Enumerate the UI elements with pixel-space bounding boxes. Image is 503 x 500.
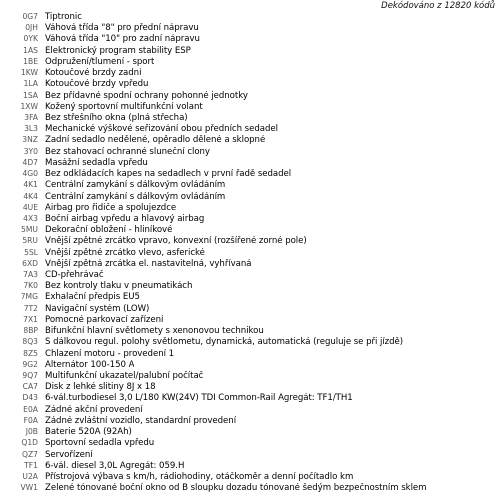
equipment-code-list <box>0 11 503 493</box>
list-item <box>0 123 503 134</box>
option-description: Bez střešního okna (plná střecha) <box>45 112 188 123</box>
option-description: Bez přídavné spodní ochrany pohonné jednotky <box>45 90 248 101</box>
option-description: Tiptronic <box>45 12 82 22</box>
option-description: Multifunkční ukazatel/palubní počítač <box>45 371 204 381</box>
list-item <box>0 415 503 426</box>
option-code: 8Q3 <box>22 337 38 347</box>
option-code: 1LA <box>23 79 38 89</box>
option-code: 4D7 <box>22 157 38 167</box>
list-item <box>0 426 503 437</box>
option-code: 0JH <box>25 23 38 33</box>
option-description: Zadní sedadlo nedělené, opěradlo dělené a sklopné <box>45 135 266 146</box>
option-description: Žádné akční provedení <box>45 404 143 415</box>
option-description: Elektronický program stability ESP <box>45 45 191 56</box>
option-code: 0YK <box>23 34 38 44</box>
option-description: Servořízení <box>45 449 93 460</box>
option-description: Bifunkční hlavní světlomety s xenonovou technikou <box>45 326 264 337</box>
list-item <box>0 78 503 89</box>
decoded-count-label: Dekódováno z 12820 kódů <box>381 1 495 11</box>
option-code: 7X1 <box>23 314 38 324</box>
list-item <box>0 291 503 302</box>
list-item <box>0 191 503 202</box>
option-description: Pomocné parkovací zařízení <box>45 314 164 325</box>
option-description: Bez odkládacích kapes na sedadlech v první řadě sedadel <box>45 169 292 180</box>
option-description: Chlazení motoru - provedení 1 <box>45 348 175 359</box>
option-description: Disk z lehké slitiny 8J x 18 <box>45 382 156 393</box>
option-description: Odpružení/tlumení - sport <box>45 56 155 67</box>
list-item <box>0 67 503 78</box>
list-item <box>0 101 503 112</box>
option-description: Mechanické výškové seřizování obou předních sedadel <box>45 124 278 135</box>
option-description: Sportovní sedadla vpředu <box>45 438 155 449</box>
option-code: 8BP <box>23 326 38 336</box>
option-code: 7T2 <box>23 303 38 313</box>
option-code: 1BE <box>23 56 38 66</box>
list-item <box>0 45 503 56</box>
option-description: CD-přehrávač <box>45 270 104 281</box>
option-code: TF1 <box>24 460 38 470</box>
option-code: Q1D <box>21 438 38 448</box>
option-description: Dekorační obložení - hliníkové <box>45 225 173 236</box>
option-description: Vnější zpětné zrcátko vlevo, asferické <box>45 247 205 258</box>
list-item <box>0 404 503 415</box>
option-description: 6-vál.turbodiesel 3,0 L/180 KW(24V) TDI Common-Rail Agregát: TF1/TH1 <box>45 393 353 404</box>
list-item <box>0 392 503 403</box>
option-description: Centrální zamykání s dálkovým ovládáním <box>45 191 226 202</box>
option-description: Vnější zpětná zrcátka el. nastavitelná, vyhřívaná <box>45 258 252 269</box>
list-item <box>0 247 503 258</box>
option-code: 3Y0 <box>23 146 38 156</box>
list-item <box>0 359 503 370</box>
list-item <box>0 168 503 179</box>
option-description: Kotoučové brzdy vpředu <box>45 79 149 90</box>
list-item <box>0 381 503 392</box>
option-description: Váhová třída "8" pro přední nápravu <box>45 23 199 34</box>
option-code: 7K0 <box>23 281 38 291</box>
option-code: 6XD <box>22 258 38 268</box>
option-code: 1XW <box>20 101 38 111</box>
list-item <box>0 56 503 67</box>
list-item <box>0 213 503 224</box>
list-item <box>0 269 503 280</box>
option-code: 1AS <box>23 45 38 55</box>
option-description: Přístrojová výbava s km/h, rádiohodiny, otáčkoměr a denní počítadlo km <box>45 471 354 482</box>
option-description: Vnější zpětné zrcátko vpravo, konvexní (rozšířené zorné pole) <box>45 236 307 247</box>
list-item <box>0 157 503 168</box>
option-code: 0G7 <box>22 12 38 21</box>
list-item <box>0 146 503 157</box>
option-code: 3NZ <box>22 135 38 145</box>
option-code: E0A <box>23 404 38 414</box>
option-code: 4X3 <box>23 213 38 223</box>
option-description: S dálkovou regul. polohy světlometu, dynamická, automatická (reguluje se při jízdě) <box>45 337 404 348</box>
list-item <box>0 348 503 359</box>
list-item <box>0 134 503 145</box>
list-item <box>0 202 503 213</box>
list-item <box>0 235 503 246</box>
option-description: Centrální zamykání s dálkovým ovládáním <box>45 180 226 191</box>
option-code: F0A <box>23 415 38 425</box>
list-item <box>0 370 503 381</box>
list-item <box>0 179 503 190</box>
option-code: 9G2 <box>22 359 38 369</box>
list-item <box>0 471 503 482</box>
option-description: Váhová třída "10" pro zadní nápravu <box>45 34 200 45</box>
list-item <box>0 224 503 235</box>
option-description: Navigační systém (LOW) <box>45 303 150 314</box>
list-item <box>0 22 503 33</box>
option-code: 4K1 <box>23 180 38 190</box>
option-code: 5RU <box>22 236 38 246</box>
option-code: U2A <box>22 471 38 481</box>
option-description: Masážní sedadla vpředu <box>45 157 148 168</box>
list-item <box>0 303 503 314</box>
option-code: 1SA <box>23 90 38 100</box>
option-code: 7A3 <box>23 270 38 280</box>
option-code: D43 <box>22 393 38 403</box>
list-item <box>0 482 503 493</box>
option-description: Airbag pro řidiče a spolujezdce <box>45 202 177 213</box>
option-code: 8Z5 <box>23 348 38 358</box>
option-description: Zelené tónované boční okno od B sloupku dozadu tónované šedým bezpečnostním sklem <box>45 483 427 494</box>
option-code: CA7 <box>22 382 38 392</box>
option-code: 1KW <box>20 68 38 78</box>
option-description: Kožený sportovní multifunkční volant <box>45 101 203 112</box>
option-code: QZ7 <box>21 449 38 459</box>
list-item <box>0 112 503 123</box>
list-item <box>0 33 503 44</box>
option-code: 3FA <box>24 112 38 122</box>
option-code: 5MU <box>21 225 38 235</box>
option-description: Bez kontroly tlaku v pneumatikách <box>45 281 193 292</box>
option-code: VW1 <box>20 483 38 493</box>
list-item <box>0 90 503 101</box>
option-code: J0B <box>25 427 38 437</box>
option-description: Exhalační předpis EU5 <box>45 292 140 303</box>
option-code: 4G0 <box>22 169 38 179</box>
list-item <box>0 325 503 336</box>
option-description: Alternátor 100-150 A <box>45 359 135 370</box>
list-item <box>0 280 503 291</box>
list-item <box>0 449 503 460</box>
option-description: Baterie 520A (92Ah) <box>45 427 132 438</box>
option-description: Kotoučové brzdy zadní <box>45 68 142 79</box>
list-item <box>0 258 503 269</box>
list-item <box>0 11 503 22</box>
option-code: 5SL <box>24 247 38 257</box>
option-description: Žádné zvláštní vozidlo, standardní provedení <box>45 415 237 426</box>
list-item <box>0 437 503 448</box>
list-item <box>0 314 503 325</box>
option-code: 3L3 <box>24 124 38 134</box>
option-code: 4UE <box>22 202 38 212</box>
option-code: 4K4 <box>23 191 38 201</box>
option-code: 9Q7 <box>22 371 38 380</box>
list-item <box>0 336 503 347</box>
option-description: Bez stahovací ochranné sluneční clony <box>45 146 210 157</box>
option-description: 6-vál. diesel 3,0L Agregát: 059.H <box>45 460 185 471</box>
option-description: Boční airbag vpředu a hlavový airbag <box>45 213 205 224</box>
option-code: 7MG <box>20 292 38 302</box>
list-item <box>0 460 503 471</box>
